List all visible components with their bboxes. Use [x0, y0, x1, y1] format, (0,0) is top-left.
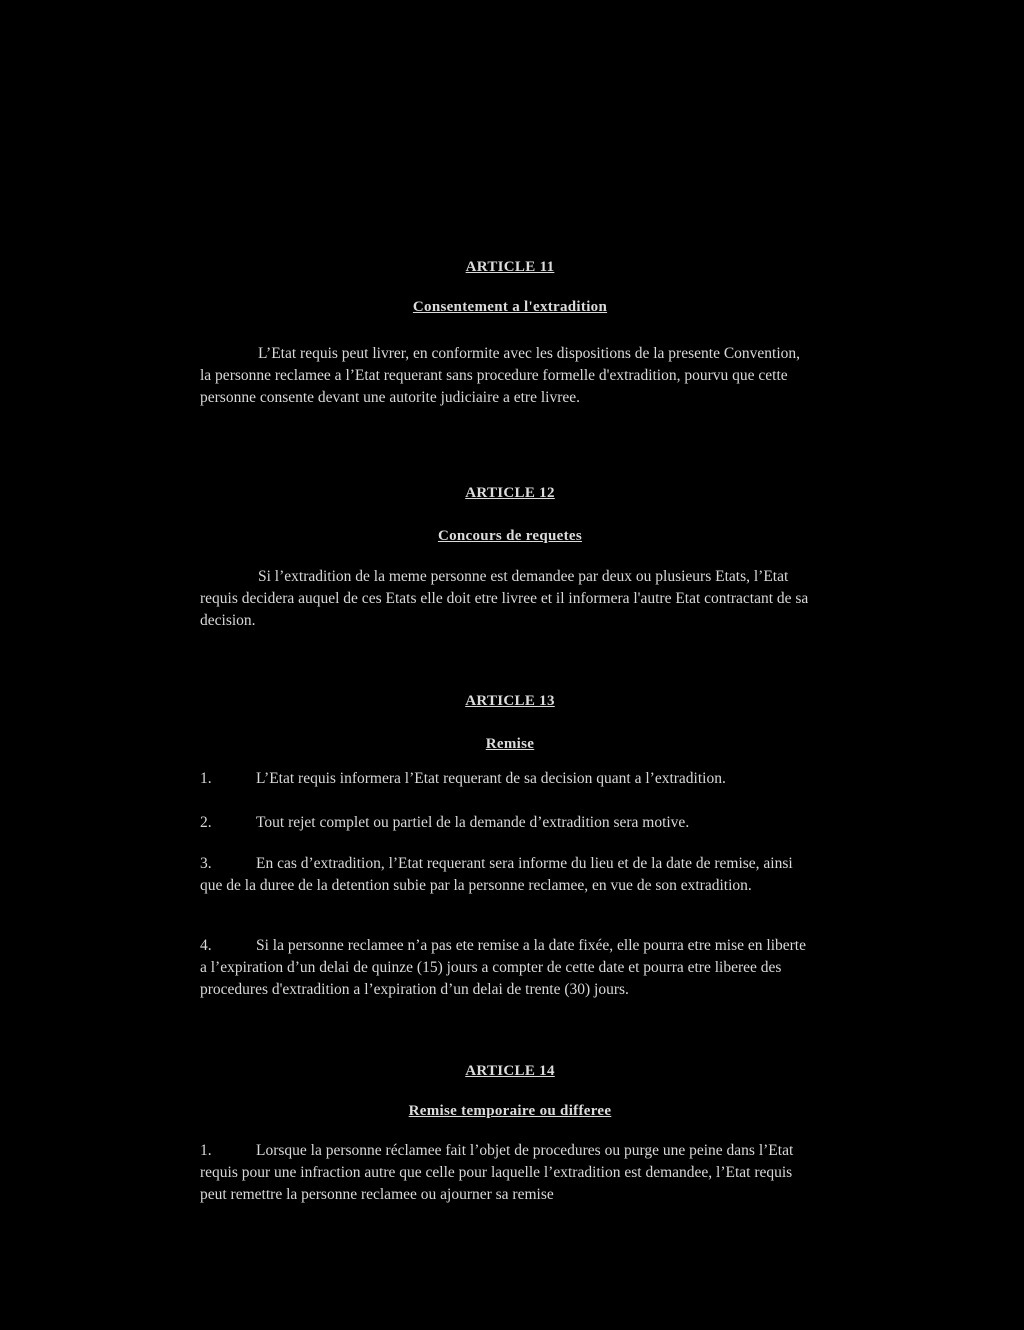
item-number: 1.: [200, 770, 212, 787]
article-13-item: [200, 768, 830, 790]
item-number: 4.: [200, 937, 212, 954]
item-text: En cas d’extradition, l’Etat requerant sera informe du lieu et de la date de remise, ainsi que de la duree de la detention subie par la personne reclamee, en vue de son extradition.: [200, 855, 793, 894]
article-14-heading: ARTICLE 14: [465, 1063, 555, 1079]
item-number: 2.: [200, 814, 212, 831]
article-12-paragraph: Si l’extradition de la meme personne est demandee par deux ou plusieurs Etats, l’Etat requis decidera auquel de ces Etats elle doit etre livree et il informera l'autre Etat contractant de sa decision.: [200, 568, 809, 629]
article-12-heading: ARTICLE 12: [465, 485, 555, 501]
article-11-paragraph: L’Etat requis peut livrer, en conformite avec les dispositions de la presente Convention, la personne reclamee a l’Etat requerant sans procedure formelle d'extradition, pourvu que cette personne consente devant une autorite judiciaire a etre livree.: [200, 345, 801, 406]
item-text: Lorsque la personne réclamee fait l’objet de procedures ou purge une peine dans l’Etat requis pour une infraction autre que celle pour laquelle l’extradition est demandee, l’Etat requis peut remettre la personne reclamee ou ajourner sa remise: [200, 1142, 794, 1203]
article-14-title: Remise temporaire ou differee: [408, 1103, 612, 1119]
item-text: Si la personne reclamee n’a pas ete remise a la date fixée, elle pourra etre mise en liberte a l’expiration d’un delai de quinze (15) jours a compter de cette date et pourra etre liberee des procedures d'extradition a l’expiration d’un delai de trente (30) jours.: [200, 937, 806, 998]
article-11-body: [200, 343, 812, 409]
article-11-heading: ARTICLE 11: [465, 259, 555, 275]
article-12-title: Concours de requetes: [437, 528, 583, 544]
article-13-heading: ARTICLE 13: [465, 693, 555, 709]
article-12-body: [200, 566, 810, 632]
article-14-item: [200, 1140, 812, 1206]
article-13-title: Remise: [485, 736, 535, 752]
article-13-item: [200, 935, 812, 1001]
item-text: L’Etat requis informera l’Etat requerant de sa decision quant a l’extradition.: [256, 770, 726, 787]
item-number: 1.: [200, 1142, 212, 1159]
item-number: 3.: [200, 855, 212, 872]
article-13-item: [200, 853, 812, 897]
article-13-item: [200, 812, 830, 834]
item-text: Tout rejet complet ou partiel de la demande d’extradition sera motive.: [256, 814, 690, 831]
article-11-title: Consentement a l'extradition: [412, 299, 608, 315]
